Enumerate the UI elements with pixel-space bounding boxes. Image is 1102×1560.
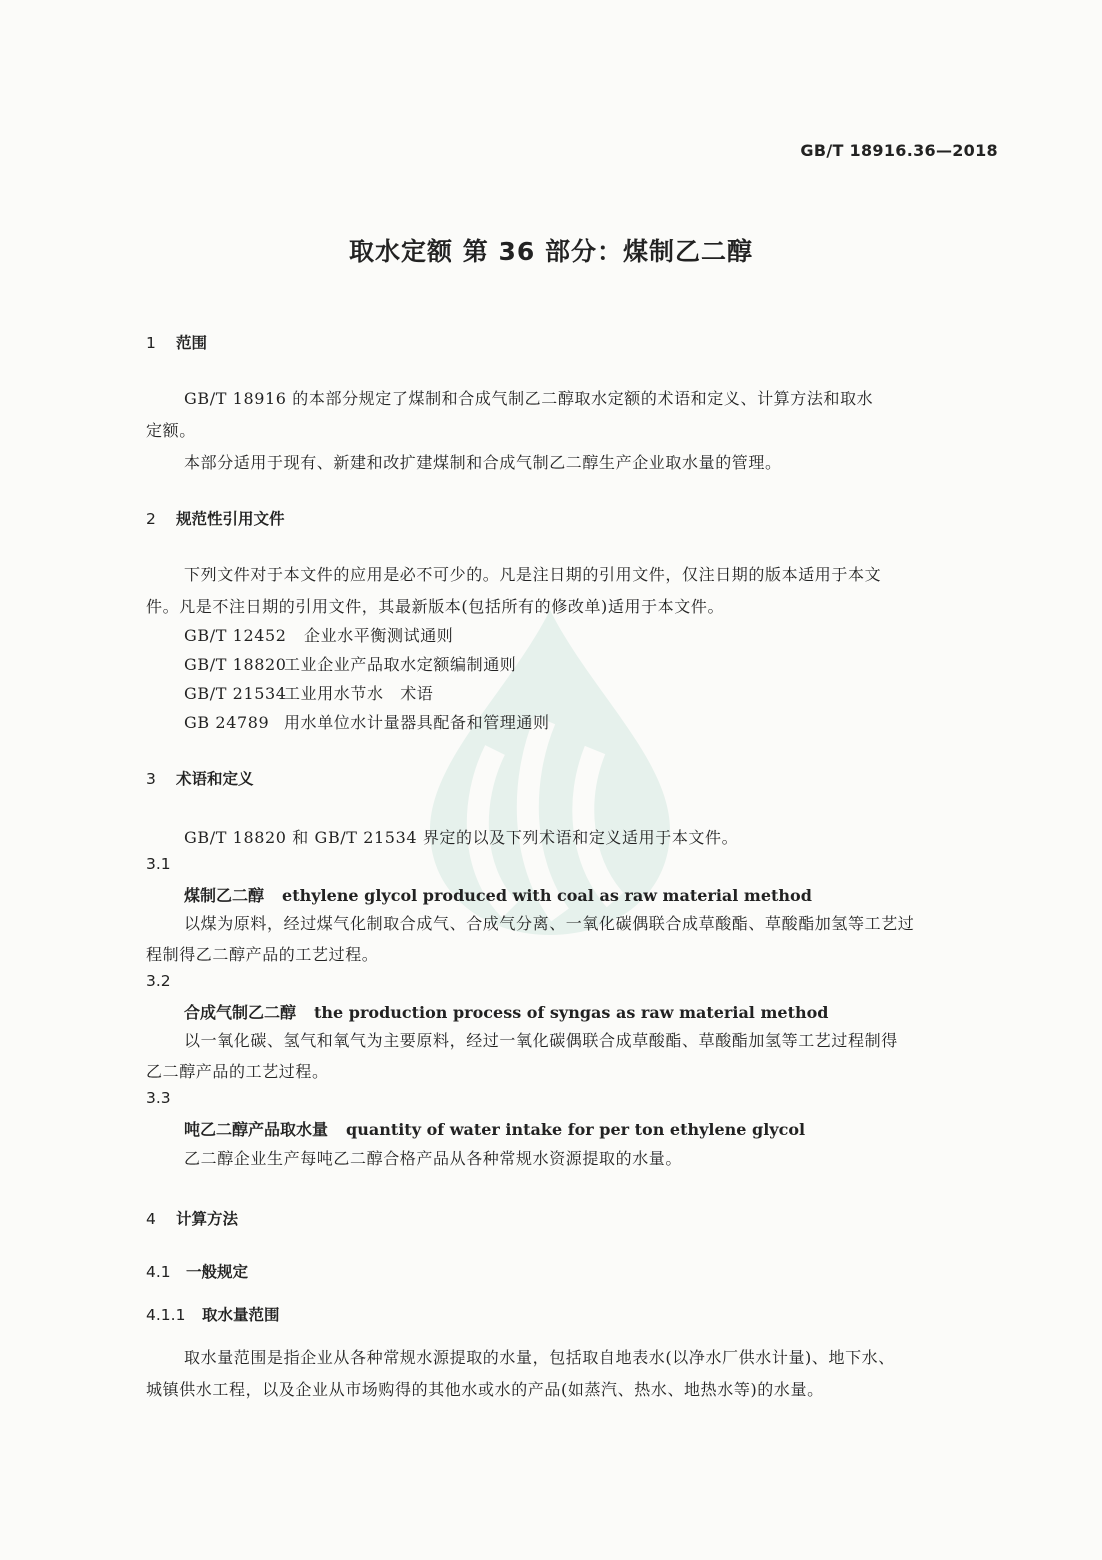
- standard-number: GB/T 18916.36—2018: [800, 141, 998, 160]
- s2-paragraph-line: 件。凡是不注日期的引用文件，其最新版本(包括所有的修改单)适用于本文件。: [146, 597, 725, 616]
- term-number: 3.1: [146, 855, 171, 873]
- term-heading: 煤制乙二醇 ethylene glycol produced with coal as raw material method: [184, 886, 812, 905]
- term-heading: 吨乙二醇产品取水量 quantity of water intake for per ton ethylene glycol: [184, 1120, 806, 1139]
- page-title: 取水定额 第 36 部分：煤制乙二醇: [349, 237, 753, 266]
- reference-item: GB/T 18820工业企业产品取水定额编制通则: [184, 655, 517, 674]
- term-heading: 合成气制乙二醇 the production process of syngas as raw material method: [184, 1003, 829, 1022]
- reference-item: GB/T 12452 企业水平衡测试通则: [184, 626, 454, 645]
- term-definition-line: 乙二醇产品的工艺过程。: [146, 1062, 329, 1081]
- reference-item: GB 24789 用水单位水计量器具配备和管理通则: [184, 713, 550, 732]
- section-2-heading: 2 规范性引用文件: [146, 510, 285, 528]
- s1-paragraph: 本部分适用于现有、新建和改扩建煤制和合成气制乙二醇生产企业取水量的管理。: [184, 453, 782, 472]
- term-definition-line: 以一氧化碳、氢气和氧气为主要原料，经过一氧化碳偶联合成草酸酯、草酸酯加氢等工艺过程制得: [184, 1031, 898, 1050]
- section-4-heading: 4 计算方法: [146, 1210, 239, 1228]
- s1-paragraph-line: 定额。: [146, 421, 196, 440]
- s2-paragraph-line: 下列文件对于本文件的应用是必不可少的。凡是注日期的引用文件，仅注日期的版本适用于本文: [184, 565, 882, 584]
- s411-paragraph-line: 取水量范围是指企业从各种常规水源提取的水量，包括取自地表水(以净水厂供水计量)、地下水、: [184, 1348, 895, 1367]
- s1-paragraph-line: GB/T 18916 的本部分规定了煤制和合成气制乙二醇取水定额的术语和定义、计算方法和取水: [184, 389, 874, 408]
- term-number: 3.3: [146, 1089, 171, 1107]
- s3-paragraph: GB/T 18820 和 GB/T 21534 界定的以及下列术语和定义适用于本文件。: [184, 828, 739, 847]
- term-definition-line: 以煤为原料，经过煤气化制取合成气、合成气分离、一氧化碳偶联合成草酸酯、草酸酯加氢等工艺过: [184, 914, 915, 933]
- term-definition-line: 乙二醇企业生产每吨乙二醇合格产品从各种常规水资源提取的水量。: [184, 1149, 683, 1168]
- reference-item: GB/T 21534工业用水节水 术语: [184, 684, 434, 703]
- term-definition-line: 程制得乙二醇产品的工艺过程。: [146, 945, 379, 964]
- term-number: 3.2: [146, 972, 171, 990]
- s411-paragraph-line: 城镇供水工程，以及企业从市场购得的其他水或水的产品(如蒸汽、热水、地热水等)的水量。: [146, 1380, 824, 1399]
- section-4-1-1-heading: 4.1.1 取水量范围: [146, 1306, 280, 1324]
- section-4-1-heading: 4.1 一般规定: [146, 1263, 249, 1281]
- section-1-heading: 1 范围: [146, 334, 208, 352]
- section-3-heading: 3 术语和定义: [146, 770, 254, 788]
